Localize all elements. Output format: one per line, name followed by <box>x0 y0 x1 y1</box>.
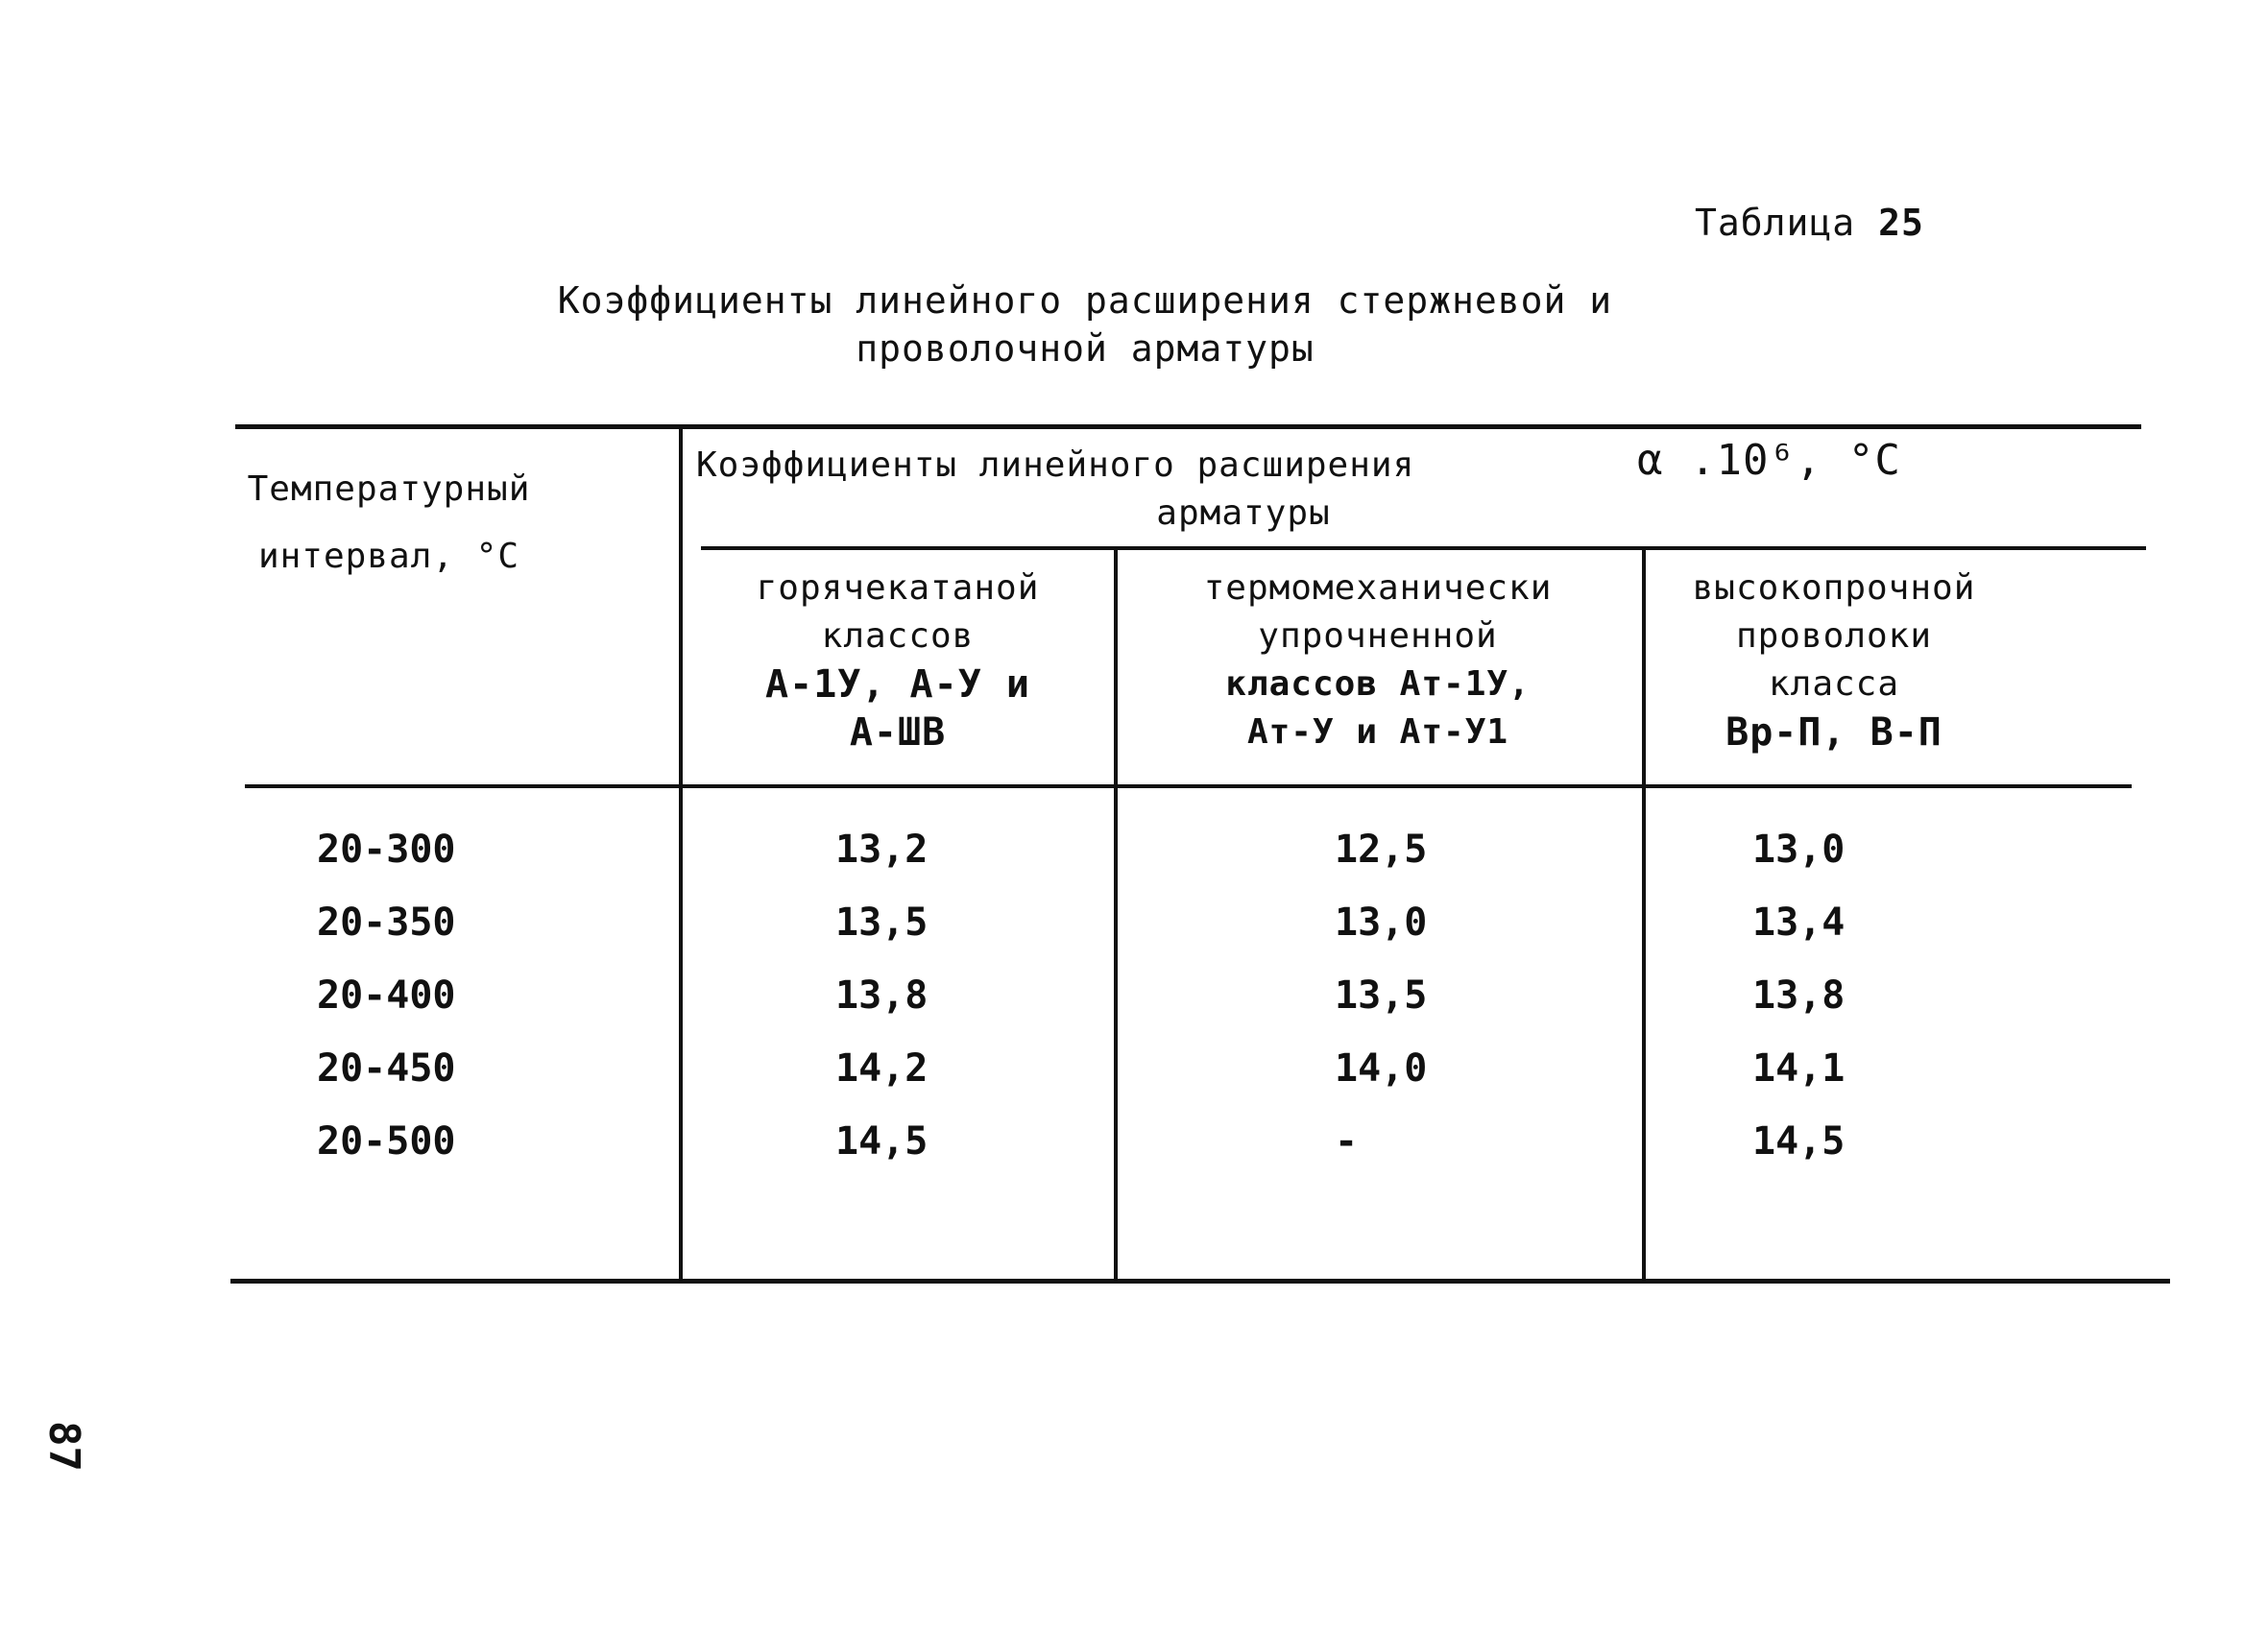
temperature-header-line-2: интервал, °С <box>257 537 520 576</box>
table-number: 25 <box>1878 202 1924 244</box>
temperature-interval-cell: 20-500 <box>317 1119 456 1164</box>
hot-rolled-line-3: А-1У, А-У и <box>765 662 1030 707</box>
coefficient-cell: 14,0 <box>1335 1046 1428 1091</box>
wire-line-3: класса <box>1768 664 1900 704</box>
wire-line-1: высокопрочной <box>1692 568 1976 608</box>
coefficient-cell: 13,2 <box>835 828 929 872</box>
coefficient-cell: 14,2 <box>835 1046 929 1091</box>
column-header-thermomechanical <box>1123 564 1632 756</box>
wire-line-4: Вр-П, В-П <box>1725 710 1942 755</box>
subheader-rule <box>701 546 2146 550</box>
coefficient-cell: 13,5 <box>835 901 929 945</box>
temperature-interval-cell: 20-400 <box>317 973 456 1018</box>
header-bottom-rule <box>245 784 2132 788</box>
coefficient-cell: 13,8 <box>835 973 929 1018</box>
temperature-column-header <box>216 466 562 581</box>
table-caption <box>1695 202 1924 244</box>
wire-line-2: проволоки <box>1735 616 1933 656</box>
coefficient-cell: 14,5 <box>835 1119 929 1164</box>
coefficient-cell: 13,0 <box>1752 828 1846 872</box>
temperature-header-line-1: Температурный <box>247 469 531 509</box>
title-line-1: Коэффициенты линейного расширения стержневой и <box>557 279 1613 322</box>
page-number: 87 <box>39 1421 88 1472</box>
table-bottom-rule <box>230 1279 2170 1284</box>
coefficient-cell: 12,5 <box>1335 828 1428 872</box>
group-header-line-1: Коэффициенты линейного расширения <box>696 445 1415 485</box>
temperature-interval-cell: 20-450 <box>317 1046 456 1091</box>
column-rule-2 <box>1114 550 1118 1282</box>
temperature-interval-cell: 20-300 <box>317 828 456 872</box>
coefficient-cell: 13,8 <box>1752 973 1846 1018</box>
coefficient-cell: 14,5 <box>1752 1119 1846 1164</box>
temperature-interval-cell: 20-350 <box>317 901 456 945</box>
column-header-high-strength-wire <box>1652 564 2016 756</box>
column-header-hot-rolled <box>687 564 1109 756</box>
alpha-unit-label: α .10⁶, °С <box>1637 436 1901 485</box>
title-line-2: проволочной арматуры <box>856 327 1315 370</box>
hot-rolled-line-1: горячекатаной <box>756 568 1040 608</box>
table-top-rule <box>235 424 2141 429</box>
table-title <box>365 276 1805 372</box>
column-rule-1 <box>679 427 683 1282</box>
coefficient-cell: 13,4 <box>1752 901 1846 945</box>
group-header-line-2: арматуры <box>1156 493 1331 533</box>
coefficient-cell: - <box>1335 1119 1359 1164</box>
table-label: Таблица <box>1695 202 1856 244</box>
coefficient-cell: 13,5 <box>1335 973 1428 1018</box>
thermomech-line-4: Ат-У и Ат-У1 <box>1246 712 1509 752</box>
thermomech-line-1: термомеханически <box>1203 568 1553 608</box>
column-rule-3 <box>1642 550 1646 1282</box>
hot-rolled-line-2: классов <box>821 616 975 656</box>
thermomech-line-3: классов Ат-1У, <box>1225 664 1531 704</box>
coefficient-cell: 13,0 <box>1335 901 1428 945</box>
hot-rolled-line-4: А-ШВ <box>849 710 947 755</box>
coefficient-cell: 14,1 <box>1752 1046 1846 1091</box>
thermomech-line-2: упрочненной <box>1258 616 1498 656</box>
